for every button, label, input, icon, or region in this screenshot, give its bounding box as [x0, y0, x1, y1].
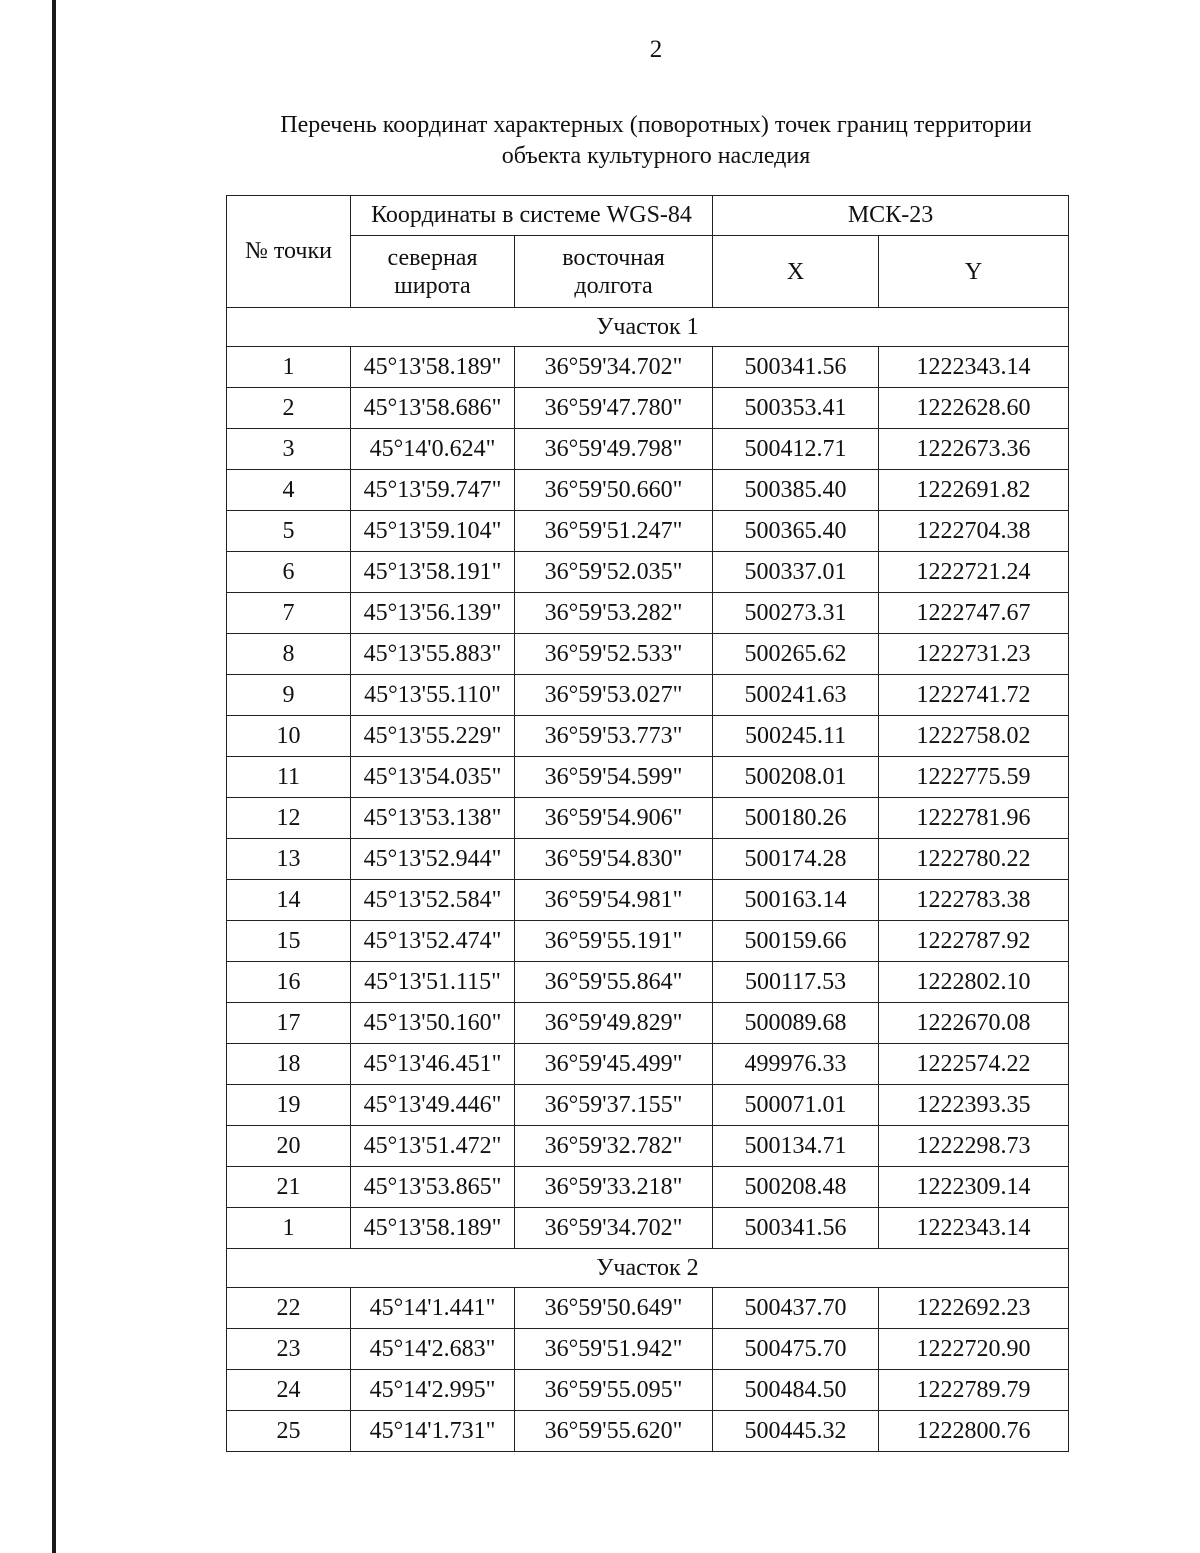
section-title: Участок 1 — [227, 308, 1069, 347]
cell-longitude: 36°59'34.702" — [515, 1208, 713, 1249]
cell-y: 1222673.36 — [879, 429, 1069, 470]
cell-point-number: 22 — [227, 1288, 351, 1329]
table-row — [227, 1329, 1069, 1370]
cell-x: 500245.11 — [713, 716, 879, 757]
table-row — [227, 798, 1069, 839]
cell-longitude: 36°59'55.191" — [515, 921, 713, 962]
cell-latitude: 45°13'54.035" — [351, 757, 515, 798]
table-row — [227, 429, 1069, 470]
cell-latitude: 45°13'53.138" — [351, 798, 515, 839]
table-row — [227, 388, 1069, 429]
table-row — [227, 1411, 1069, 1452]
cell-longitude: 36°59'34.702" — [515, 347, 713, 388]
table-row — [227, 1370, 1069, 1411]
header-longitude-line-1: восточная — [562, 244, 665, 271]
table-row — [227, 675, 1069, 716]
cell-x: 500475.70 — [713, 1329, 879, 1370]
cell-x: 500241.63 — [713, 675, 879, 716]
cell-latitude: 45°13'50.160" — [351, 1003, 515, 1044]
cell-x: 500341.56 — [713, 347, 879, 388]
cell-longitude: 36°59'53.282" — [515, 593, 713, 634]
table-row — [227, 1208, 1069, 1249]
coordinates-table — [226, 195, 1069, 1452]
cell-longitude: 36°59'51.247" — [515, 511, 713, 552]
cell-y: 1222787.92 — [879, 921, 1069, 962]
cell-latitude: 45°13'58.191" — [351, 552, 515, 593]
cell-point-number: 24 — [227, 1370, 351, 1411]
table-row — [227, 511, 1069, 552]
cell-point-number: 9 — [227, 675, 351, 716]
cell-x: 500265.62 — [713, 634, 879, 675]
page-number: 2 — [649, 36, 663, 63]
table-row — [227, 347, 1069, 388]
cell-x: 500163.14 — [713, 880, 879, 921]
cell-x: 500159.66 — [713, 921, 879, 962]
cell-longitude: 36°59'49.798" — [515, 429, 713, 470]
table-row — [227, 757, 1069, 798]
cell-point-number: 20 — [227, 1126, 351, 1167]
cell-y: 1222704.38 — [879, 511, 1069, 552]
cell-x: 500174.28 — [713, 839, 879, 880]
cell-point-number: 1 — [227, 347, 351, 388]
cell-y: 1222691.82 — [879, 470, 1069, 511]
cell-x: 500208.48 — [713, 1167, 879, 1208]
cell-longitude: 36°59'55.095" — [515, 1370, 713, 1411]
cell-longitude: 36°59'50.649" — [515, 1288, 713, 1329]
cell-latitude: 45°13'55.110" — [351, 675, 515, 716]
cell-point-number: 19 — [227, 1085, 351, 1126]
cell-y: 1222731.23 — [879, 634, 1069, 675]
cell-x: 499976.33 — [713, 1044, 879, 1085]
cell-y: 1222721.24 — [879, 552, 1069, 593]
table-row — [227, 1085, 1069, 1126]
cell-point-number: 3 — [227, 429, 351, 470]
cell-latitude: 45°13'52.474" — [351, 921, 515, 962]
section-title: Участок 2 — [227, 1249, 1069, 1288]
cell-y: 1222781.96 — [879, 798, 1069, 839]
table-row — [227, 552, 1069, 593]
cell-point-number: 6 — [227, 552, 351, 593]
cell-latitude: 45°13'52.944" — [351, 839, 515, 880]
cell-y: 1222789.79 — [879, 1370, 1069, 1411]
cell-y: 1222741.72 — [879, 675, 1069, 716]
cell-latitude: 45°13'55.229" — [351, 716, 515, 757]
cell-x: 500208.01 — [713, 757, 879, 798]
cell-latitude: 45°13'51.115" — [351, 962, 515, 1003]
table-row — [227, 921, 1069, 962]
table-row — [227, 1003, 1069, 1044]
cell-point-number: 14 — [227, 880, 351, 921]
cell-longitude: 36°59'37.155" — [515, 1085, 713, 1126]
table-row — [227, 634, 1069, 675]
header-row-2 — [227, 236, 1069, 308]
cell-longitude: 36°59'54.599" — [515, 757, 713, 798]
cell-latitude: 45°13'58.189" — [351, 1208, 515, 1249]
cell-y: 1222775.59 — [879, 757, 1069, 798]
cell-latitude: 45°13'55.883" — [351, 634, 515, 675]
cell-y: 1222800.76 — [879, 1411, 1069, 1452]
cell-x: 500071.01 — [713, 1085, 879, 1126]
cell-latitude: 45°13'49.446" — [351, 1085, 515, 1126]
cell-x: 500353.41 — [713, 388, 879, 429]
cell-x: 500412.71 — [713, 429, 879, 470]
cell-point-number: 16 — [227, 962, 351, 1003]
header-point-number: № точки — [227, 196, 351, 308]
cell-y: 1222393.35 — [879, 1085, 1069, 1126]
cell-x: 500385.40 — [713, 470, 879, 511]
table-row — [227, 1167, 1069, 1208]
cell-point-number: 5 — [227, 511, 351, 552]
cell-point-number: 8 — [227, 634, 351, 675]
cell-y: 1222574.22 — [879, 1044, 1069, 1085]
header-y: Y — [879, 236, 1069, 308]
cell-longitude: 36°59'55.864" — [515, 962, 713, 1003]
cell-x: 500337.01 — [713, 552, 879, 593]
cell-x: 500445.32 — [713, 1411, 879, 1452]
table-row — [227, 470, 1069, 511]
cell-point-number: 15 — [227, 921, 351, 962]
cell-x: 500089.68 — [713, 1003, 879, 1044]
cell-longitude: 36°59'50.660" — [515, 470, 713, 511]
table-row — [227, 1044, 1069, 1085]
cell-x: 500273.31 — [713, 593, 879, 634]
cell-point-number: 18 — [227, 1044, 351, 1085]
table-row — [227, 593, 1069, 634]
cell-point-number: 1 — [227, 1208, 351, 1249]
table-header — [227, 196, 1069, 308]
cell-y: 1222343.14 — [879, 347, 1069, 388]
section-row — [227, 308, 1069, 347]
cell-x: 500117.53 — [713, 962, 879, 1003]
cell-longitude: 36°59'49.829" — [515, 1003, 713, 1044]
cell-latitude: 45°14'2.683" — [351, 1329, 515, 1370]
cell-y: 1222758.02 — [879, 716, 1069, 757]
cell-longitude: 36°59'52.533" — [515, 634, 713, 675]
cell-y: 1222298.73 — [879, 1126, 1069, 1167]
cell-longitude: 36°59'53.773" — [515, 716, 713, 757]
table-row — [227, 1126, 1069, 1167]
cell-latitude: 45°13'58.189" — [351, 347, 515, 388]
header-longitude — [515, 236, 713, 308]
cell-longitude: 36°59'33.218" — [515, 1167, 713, 1208]
cell-x: 500134.71 — [713, 1126, 879, 1167]
cell-y: 1222780.22 — [879, 839, 1069, 880]
cell-latitude: 45°13'59.104" — [351, 511, 515, 552]
cell-latitude: 45°14'0.624" — [351, 429, 515, 470]
cell-longitude: 36°59'51.942" — [515, 1329, 713, 1370]
cell-latitude: 45°13'51.472" — [351, 1126, 515, 1167]
cell-y: 1222309.14 — [879, 1167, 1069, 1208]
cell-longitude: 36°59'55.620" — [515, 1411, 713, 1452]
cell-x: 500365.40 — [713, 511, 879, 552]
cell-y: 1222692.23 — [879, 1288, 1069, 1329]
cell-latitude: 45°13'59.747" — [351, 470, 515, 511]
cell-point-number: 23 — [227, 1329, 351, 1370]
header-latitude-line-2: широта — [394, 272, 471, 299]
cell-longitude: 36°59'54.981" — [515, 880, 713, 921]
cell-latitude: 45°14'1.441" — [351, 1288, 515, 1329]
cell-point-number: 7 — [227, 593, 351, 634]
cell-y: 1222670.08 — [879, 1003, 1069, 1044]
cell-point-number: 12 — [227, 798, 351, 839]
table-row — [227, 716, 1069, 757]
cell-y: 1222343.14 — [879, 1208, 1069, 1249]
header-latitude — [351, 236, 515, 308]
cell-latitude: 45°13'56.139" — [351, 593, 515, 634]
table-row — [227, 962, 1069, 1003]
cell-y: 1222720.90 — [879, 1329, 1069, 1370]
header-wgs84-group: Координаты в системе WGS-84 — [351, 196, 713, 236]
cell-x: 500180.26 — [713, 798, 879, 839]
cell-point-number: 2 — [227, 388, 351, 429]
cell-point-number: 25 — [227, 1411, 351, 1452]
cell-longitude: 36°59'32.782" — [515, 1126, 713, 1167]
cell-latitude: 45°13'58.686" — [351, 388, 515, 429]
table-row — [227, 839, 1069, 880]
cell-longitude: 36°59'54.906" — [515, 798, 713, 839]
cell-longitude: 36°59'54.830" — [515, 839, 713, 880]
cell-point-number: 21 — [227, 1167, 351, 1208]
cell-longitude: 36°59'47.780" — [515, 388, 713, 429]
cell-y: 1222783.38 — [879, 880, 1069, 921]
section-row — [227, 1249, 1069, 1288]
cell-y: 1222628.60 — [879, 388, 1069, 429]
header-longitude-line-2: долгота — [574, 272, 653, 299]
header-msk23-group: МСК-23 — [713, 196, 1069, 236]
page-left-edge — [52, 0, 56, 1553]
document-title-line-1: Перечень координат характерных (поворотных) точек границ территории — [280, 112, 1032, 138]
cell-point-number: 13 — [227, 839, 351, 880]
cell-point-number: 17 — [227, 1003, 351, 1044]
header-x: X — [713, 236, 879, 308]
table-row — [227, 880, 1069, 921]
cell-latitude: 45°14'2.995" — [351, 1370, 515, 1411]
cell-y: 1222747.67 — [879, 593, 1069, 634]
header-latitude-line-1: северная — [387, 244, 478, 271]
table-row — [227, 1288, 1069, 1329]
cell-latitude: 45°14'1.731" — [351, 1411, 515, 1452]
header-row-1 — [227, 196, 1069, 236]
cell-latitude: 45°13'53.865" — [351, 1167, 515, 1208]
table-body — [227, 308, 1069, 1452]
cell-longitude: 36°59'45.499" — [515, 1044, 713, 1085]
cell-longitude: 36°59'52.035" — [515, 552, 713, 593]
cell-point-number: 10 — [227, 716, 351, 757]
cell-point-number: 4 — [227, 470, 351, 511]
cell-latitude: 45°13'52.584" — [351, 880, 515, 921]
cell-latitude: 45°13'46.451" — [351, 1044, 515, 1085]
cell-y: 1222802.10 — [879, 962, 1069, 1003]
cell-x: 500437.70 — [713, 1288, 879, 1329]
document-title — [200, 110, 1112, 172]
cell-longitude: 36°59'53.027" — [515, 675, 713, 716]
cell-x: 500484.50 — [713, 1370, 879, 1411]
cell-point-number: 11 — [227, 757, 351, 798]
cell-x: 500341.56 — [713, 1208, 879, 1249]
document-title-line-2: объекта культурного наследия — [501, 143, 811, 169]
